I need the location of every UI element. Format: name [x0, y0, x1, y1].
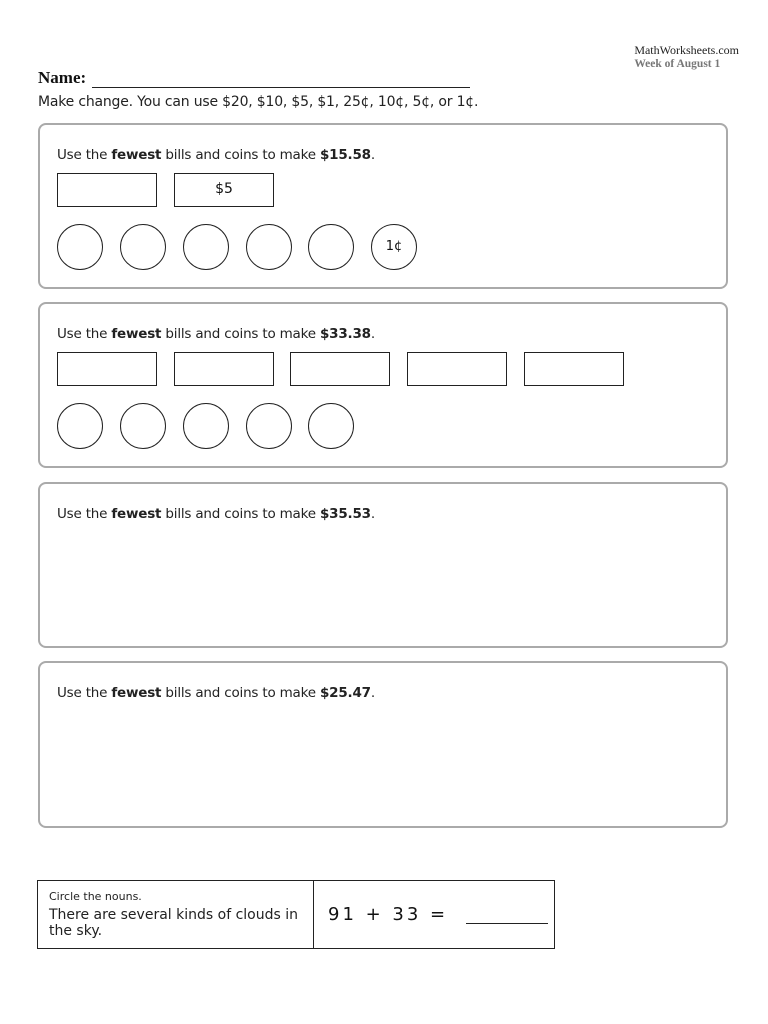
- instructions: Make change. You can use $20, $10, $5, $1, 25¢, 10¢, 5¢, or 1¢.: [38, 94, 479, 110]
- coin-circle[interactable]: [183, 403, 229, 449]
- problem-text-suffix: .: [370, 326, 375, 342]
- bill-box[interactable]: [57, 173, 157, 207]
- problem-3: [38, 482, 728, 648]
- problem-text-middle: bills and coins to make: [161, 147, 320, 163]
- problem-text-prefix: Use the: [57, 506, 112, 522]
- bill-box[interactable]: [174, 352, 274, 386]
- worksheet-header: [634, 43, 739, 71]
- coin-circle[interactable]: [57, 403, 103, 449]
- problem-1: [38, 123, 728, 289]
- problem-text: [57, 685, 375, 701]
- nouns-cell: [38, 881, 314, 948]
- problem-text: [57, 506, 375, 522]
- problem-text-fewest: fewest: [111, 326, 162, 342]
- problem-text: [57, 147, 375, 163]
- problem-text-fewest: fewest: [111, 685, 162, 701]
- week-label: Week of August 1: [634, 58, 721, 70]
- coin-circle[interactable]: [183, 224, 229, 270]
- problem-text-middle: bills and coins to make: [161, 685, 320, 701]
- problem-2: [38, 302, 728, 468]
- problem-text: [57, 326, 375, 342]
- problem-text-fewest: fewest: [111, 147, 162, 163]
- name-blank[interactable]: [92, 70, 470, 88]
- problem-amount: $35.53: [319, 506, 371, 522]
- bill-box[interactable]: [407, 352, 507, 386]
- addition-problem: 91 + 33 =: [328, 904, 449, 925]
- coin-circle[interactable]: [308, 224, 354, 270]
- coin-circle[interactable]: [57, 224, 103, 270]
- problem-text-middle: bills and coins to make: [161, 506, 320, 522]
- review-table: [37, 880, 555, 949]
- problem-amount: $33.38: [319, 326, 371, 342]
- site-name: MathWorksheets.com: [634, 43, 739, 57]
- problem-4: [38, 661, 728, 828]
- bill-box[interactable]: [57, 352, 157, 386]
- coin-circle[interactable]: [120, 224, 166, 270]
- problem-amount: $15.58: [319, 147, 371, 163]
- name-label: Name:: [38, 68, 87, 87]
- coin-circle[interactable]: [246, 224, 292, 270]
- coin-circle[interactable]: [308, 403, 354, 449]
- problem-text-suffix: .: [370, 506, 375, 522]
- bill-box[interactable]: $5: [174, 173, 274, 207]
- problem-amount: $25.47: [319, 685, 371, 701]
- coin-circle[interactable]: [120, 403, 166, 449]
- problem-text-fewest: fewest: [111, 506, 162, 522]
- addition-cell: [314, 881, 554, 948]
- bill-box[interactable]: [524, 352, 624, 386]
- answer-blank[interactable]: [466, 905, 548, 924]
- bill-box[interactable]: [290, 352, 390, 386]
- coin-circle[interactable]: 1¢: [371, 224, 417, 270]
- nouns-sentence[interactable]: There are several kinds of clouds in the sky.: [49, 907, 298, 939]
- coin-circle[interactable]: [246, 403, 292, 449]
- name-row: [38, 68, 470, 88]
- problem-text-suffix: .: [370, 147, 375, 163]
- problem-text-prefix: Use the: [57, 685, 112, 701]
- problem-text-prefix: Use the: [57, 326, 112, 342]
- problem-text-suffix: .: [370, 685, 375, 701]
- nouns-prompt: Circle the nouns.: [49, 890, 142, 903]
- problem-text-prefix: Use the: [57, 147, 112, 163]
- problem-text-middle: bills and coins to make: [161, 326, 320, 342]
